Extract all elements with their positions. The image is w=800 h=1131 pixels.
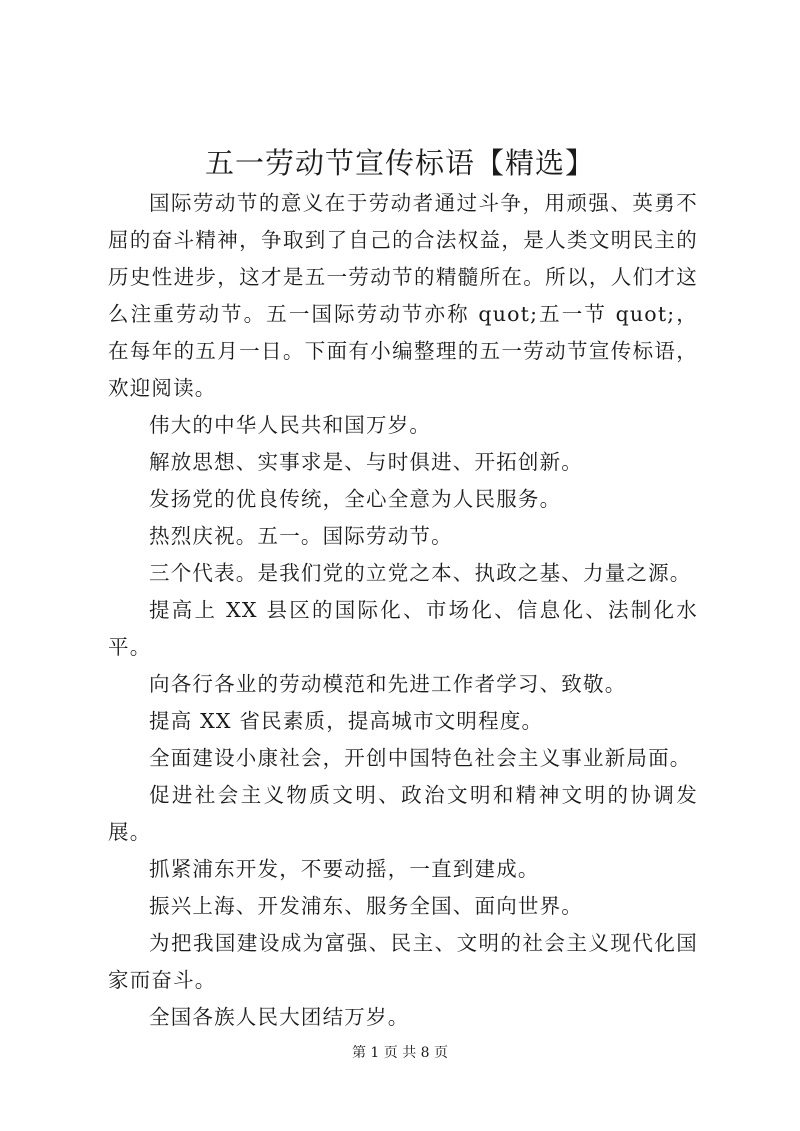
page-title: 五一劳动节宣传标语【精选】 xyxy=(204,146,595,180)
slogan-item: 为把我国建设成为富强、民主、文明的社会主义现代化国家而奋斗。 xyxy=(108,931,698,992)
slogan-item: 振兴上海、开发浦东、服务全国、面向世界。 xyxy=(149,894,583,918)
intro-paragraph: 国际劳动节的意义在于劳动者通过斗争，用顽强、英勇不屈的奋斗精神，争取到了自己的合法权益，是人类文明民主的历史性进步，这才是五一劳动节的精髓所在。所以，人们才这么注重劳动节。五一国际劳动节亦称 quot;五一节 quot;，在每年的五月一日。下面有小编整理的五一劳动节宣传标语，欢迎阅读。 xyxy=(108,191,698,400)
slogan-item: 提高 XX 省民素质，提高城市文明程度。 xyxy=(149,709,544,733)
slogan-item: 抓紧浦东开发，不要动摇，一直到建成。 xyxy=(149,857,540,881)
page-footer: 第 1 页 共 8 页 xyxy=(351,1045,449,1061)
slogan-item: 发扬党的优良传统，全心全意为人民服务。 xyxy=(149,487,562,511)
slogan-item: 热烈庆祝。五一。国际劳动节。 xyxy=(149,524,453,548)
slogan-item: 三个代表。是我们党的立党之本、执政之基、力量之源。 xyxy=(149,561,692,585)
slogan-item: 全面建设小康社会，开创中国特色社会主义事业新局面。 xyxy=(149,746,692,770)
slogan-item: 提高上 XX 县区的国际化、市场化、信息化、法制化水平。 xyxy=(108,598,698,659)
document-body xyxy=(108,185,698,1036)
slogan-item: 解放思想、实事求是、与时俱进、开拓创新。 xyxy=(149,450,583,474)
slogan-item: 全国各族人民大团结万岁。 xyxy=(149,1005,410,1029)
slogan-item: 向各行各业的劳动模范和先进工作者学习、致敬。 xyxy=(149,672,627,696)
slogan-item: 伟大的中华人民共和国万岁。 xyxy=(149,413,432,437)
slogan-item: 促进社会主义物质文明、政治文明和精神文明的协调发展。 xyxy=(108,783,698,844)
